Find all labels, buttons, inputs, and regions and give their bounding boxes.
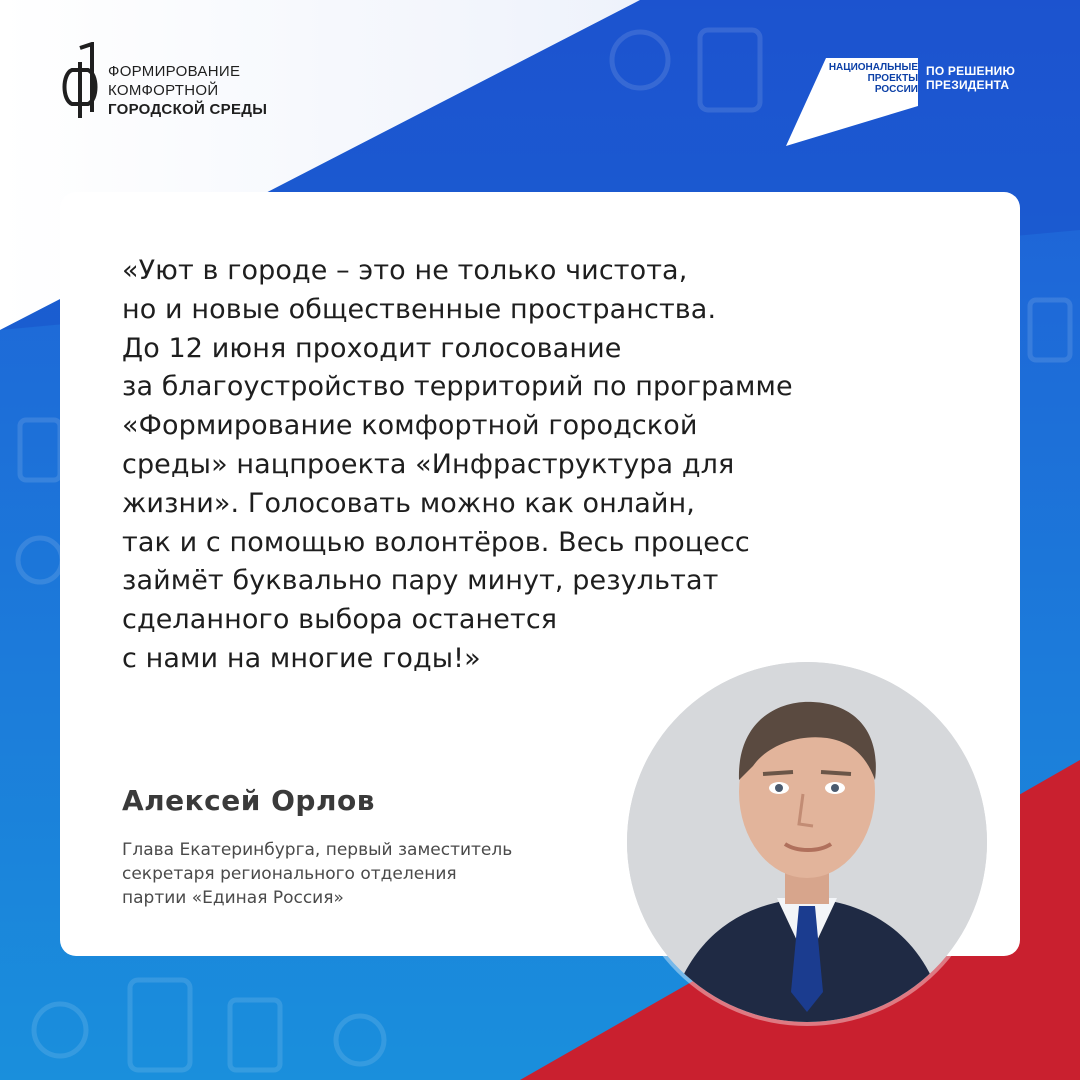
program-logo: [58, 42, 318, 122]
np-badge-line-1: НАЦИОНАЛЬНЫЕ: [828, 62, 918, 73]
quote-text: «Уют в городе – это не только чистота, но и новые общественные пространства. До 12 июня проходит голосование за благоустройство территорий по программе «Формирование комфортной городской среды» нацпроекта «Инфраструктура для жизни». Голосовать можно как онлайн, так и с помощью волонтёров. Весь процесс займёт буквально пару минут, результат сделанного выбора останется с нами на многие годы!»: [122, 255, 793, 674]
np-badge-line-2: ПРОЕКТЫ: [867, 73, 918, 84]
np-label-line-2: ПРЕЗИДЕНТА: [926, 78, 1010, 92]
logo-line-1: ФОРМИРОВАНИЕ: [108, 63, 241, 80]
np-badge-line-3: РОССИИ: [874, 84, 918, 95]
author-name: Алексей Орлов: [122, 784, 375, 817]
logo-line-2: КОМФОРТНОЙ: [108, 82, 219, 99]
author-position: Глава Екатеринбурга, первый заместитель секретаря регионального отделения партии «Единая Россия»: [122, 840, 513, 908]
national-projects-logo: [786, 58, 1036, 148]
np-label-line-1: ПО РЕШЕНИЮ: [926, 64, 1016, 78]
author-portrait: [627, 662, 987, 1022]
logo-line-3: ГОРОДСКОЙ СРЕДЫ: [108, 101, 268, 118]
ffgs-logo-icon: [58, 42, 102, 122]
